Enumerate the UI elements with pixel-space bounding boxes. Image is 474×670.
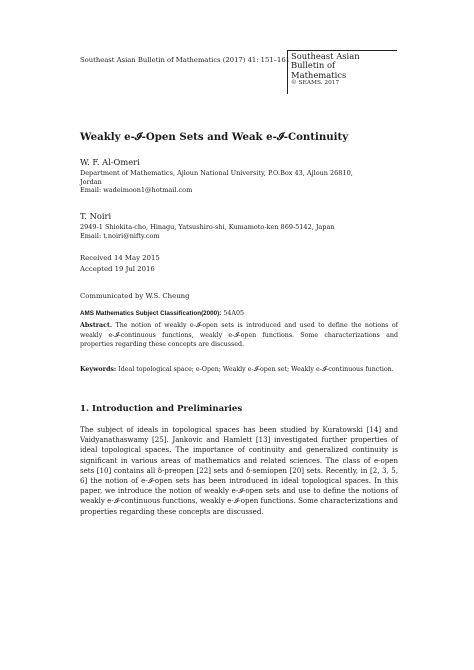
- accepted-date: Accepted 19 Jul 2016: [80, 265, 155, 273]
- logo-line-3: Mathematics: [291, 69, 347, 80]
- abstract-text: The notion of weakly e-𝓘-open sets is introduced and used to define the notions of weakly e-𝓘-continuous functions, weakly e-𝓘-open functions. Some characterizations and properties regarding these concepts are discussed.: [80, 322, 398, 349]
- section-heading: 1. Introduction and Preliminaries: [80, 404, 243, 414]
- keywords-label: Keywords:: [80, 366, 117, 373]
- affiliation-line: 2949-1 Shiokita-cho, Hinagu, Yatsushiro-shi, Kumamoto-ken 869-5142, Japan: [80, 223, 335, 231]
- paper-title: Weakly e-𝓘-Open Sets and Weak e-𝓘-Continuity: [80, 131, 349, 143]
- author-affiliation-2: [80, 223, 335, 240]
- msc-classification: [80, 310, 244, 317]
- keywords: [80, 365, 398, 375]
- abstract-label: Abstract.: [80, 322, 113, 329]
- author-email-1: Email: wadeimoon1@hotmail.com: [80, 186, 193, 195]
- journal-logo: [287, 50, 397, 94]
- logo-line-2: Bulletin of: [291, 60, 336, 71]
- author-name-2: T. Noiri: [80, 211, 112, 221]
- author-affiliation-1: [80, 169, 353, 195]
- affiliation-line: Department of Mathematics, Ajloun National University, P.O.Box 43, Ajloun 26810,: [80, 169, 353, 177]
- author-name-1: W. F. Al-Omeri: [80, 157, 140, 167]
- section-body: The subject of ideals in topological spaces has been studied by Kuratowski [14] and Vaidyanathaswamy [25]. Jankovic and Hamlett [13] investigated further properties of ideal topological spaces. The importance of continuity and generalized continuity is significant in various areas of mathematics and related sciences. The class of e-open sets [10] contains all δ-preopen [22] sets and δ-semiopen [20] sets. Recently, in [2, 3, 5, 6] the notion of e-𝓘-open sets has been introduced in ideal topological spaces. In this paper, we introduce the notion of weakly e-𝓘-open sets and use to define the notions of weakly e-𝓘-continuous functions, weakly e-𝓘-open functions. Some characterizations and properties regarding these concepts are discussed.: [80, 425, 398, 516]
- logo-copyright: © SEAMS. 2017: [291, 80, 340, 87]
- communicated-by: Communicated by W.S. Cheung: [80, 292, 190, 300]
- author-email-2: Email: t.noiri@nifty.com: [80, 231, 160, 240]
- keywords-text: Ideal topological space; e-Open; Weakly e-𝓘-open set; Weakly e-𝓘-continuous function.: [118, 366, 394, 373]
- received-date: Received 14 May 2015: [80, 254, 160, 262]
- journal-citation: Southeast Asian Bulletin of Mathematics (2017) 41: 151–161: [80, 56, 291, 64]
- logo-line-1: Southeast Asian: [291, 51, 360, 61]
- affiliation-line: Jordan: [80, 177, 102, 186]
- abstract: [80, 321, 398, 350]
- msc-value: 54A05: [223, 310, 244, 317]
- msc-label: AMS Mathematics Subject Classification(2000):: [80, 310, 222, 317]
